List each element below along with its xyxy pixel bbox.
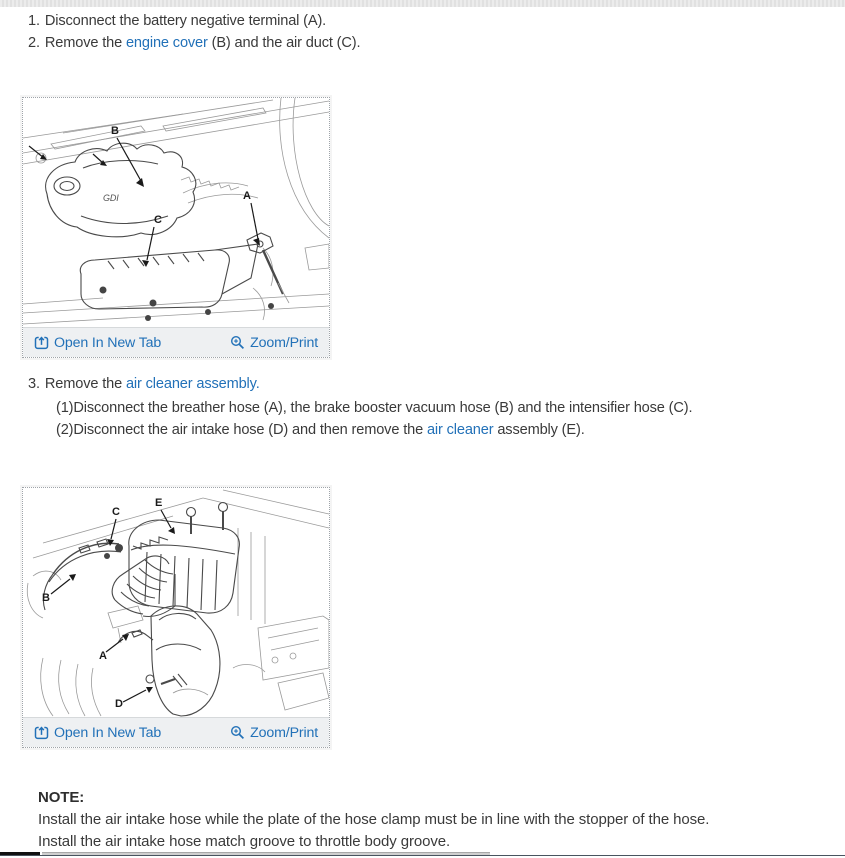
figure-1-toolbar [23, 327, 329, 357]
engine-bay-diagram [23, 98, 329, 327]
step-3-2-text-post: assembly (E). [493, 422, 585, 438]
step-3 [28, 376, 260, 392]
air-cleaner-assembly-link[interactable]: air cleaner assembly. [125, 376, 260, 392]
zoom-print-label: Zoom/Print [250, 724, 318, 741]
outlet-duct-drawing [151, 606, 220, 716]
figure-panel-2 [22, 487, 330, 748]
step-3-2-text-pre: Disconnect the air intake hose (D) and then remove the [73, 422, 427, 438]
page-top-divider [0, 0, 845, 7]
air-duct-drawing [80, 244, 258, 309]
engine-cover-drawing [46, 143, 196, 237]
engine-logo-text: GDI [103, 193, 119, 203]
figure-panel-1 [22, 97, 330, 358]
left-hoses-drawing [43, 539, 187, 687]
figure1-label-C: C [154, 214, 162, 226]
open-in-new-tab-label: Open In New Tab [54, 334, 162, 351]
note-line-1: Install the air intake hose while the plate of the hose clamp must be in line with the stopper of the hose. [38, 811, 710, 828]
step-1-text: Disconnect the battery negative terminal (A). [44, 13, 327, 29]
step-3-1-text: Disconnect the breather hose (A), the brake booster vacuum hose (B) and the intensifier hose (C). [73, 400, 693, 416]
air-cleaner-diagram [23, 488, 329, 717]
step-3-2-number: (2) [56, 422, 74, 438]
open-in-new-tab-label: Open In New Tab [54, 724, 162, 741]
step-3-1-number: (1) [56, 400, 74, 416]
step-3-text-pre: Remove the [44, 376, 126, 392]
zoom-magnifier-icon [230, 335, 245, 350]
zoom-print-link[interactable] [230, 725, 318, 741]
figure-2 [23, 488, 329, 717]
air-cleaner-box-drawing [129, 503, 240, 614]
step-2 [28, 35, 360, 51]
step-3-number: 3. [28, 376, 40, 392]
zoom-print-link[interactable] [230, 335, 318, 351]
figure1-label-B: B [111, 125, 119, 137]
step-2-number: 2. [28, 35, 40, 51]
figure2-label-D: D [115, 698, 123, 710]
figure1-label-A: A [243, 190, 251, 202]
air-cleaner-link[interactable]: air cleaner [426, 422, 494, 438]
open-in-new-tab-link[interactable] [34, 725, 161, 741]
step-2-text-post: (B) and the air duct (C). [207, 35, 361, 51]
note-heading: NOTE: [38, 789, 85, 806]
zoom-print-label: Zoom/Print [250, 334, 318, 351]
bottom-divider-line [0, 855, 845, 856]
zoom-magnifier-icon [230, 725, 245, 740]
figure-2-labels [42, 497, 175, 710]
figure2-label-C: C [112, 506, 120, 518]
figure2-label-B: B [42, 592, 50, 604]
step-1 [28, 13, 326, 29]
open-in-new-tab-icon [34, 335, 49, 350]
figure2-label-E: E [155, 497, 163, 509]
figure-1-background-lines [23, 98, 329, 324]
engine-cover-link[interactable]: engine cover [125, 35, 208, 51]
note-block [38, 787, 709, 853]
figure-1 [23, 98, 329, 327]
note-line-2: Install the air intake hose match groove to throttle body groove. [38, 833, 451, 850]
step-2-text-pre: Remove the [44, 35, 126, 51]
step-3-2 [56, 422, 585, 438]
step-3-1 [56, 400, 692, 416]
open-in-new-tab-icon [34, 725, 49, 740]
open-in-new-tab-link[interactable] [34, 335, 161, 351]
figure-2-toolbar [23, 717, 329, 747]
figure2-label-A: A [99, 650, 107, 662]
step-1-number: 1. [28, 13, 40, 29]
